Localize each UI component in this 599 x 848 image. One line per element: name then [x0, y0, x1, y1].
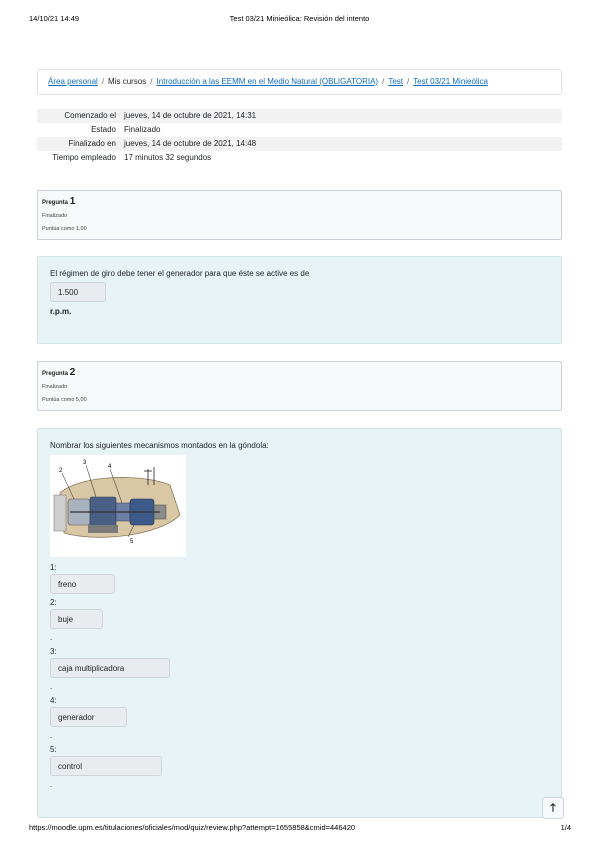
item-suffix: .: [50, 682, 53, 691]
diagram-label-4: 4: [108, 464, 112, 470]
breadcrumb-test[interactable]: Test: [388, 77, 403, 86]
item-number: 1:: [50, 563, 57, 572]
question-1-content: [37, 256, 562, 344]
list-item: [50, 647, 549, 692]
question-state: Finalizado: [42, 384, 68, 390]
question-number: Pregunta 2: [42, 367, 76, 378]
question-marks: Puntúa como 1,00: [42, 226, 87, 232]
print-title: Test 03/21 Minieólica: Revisión del intento: [229, 14, 370, 23]
page-url: https://moodle.upm.es/titulaciones/oficiales/mod/quiz/review.php?attempt=1655858&cmid=446420: [29, 823, 356, 832]
item-number: 5:: [50, 745, 57, 754]
attempt-summary-table: [37, 109, 562, 165]
answer-field: freno: [50, 574, 115, 594]
summary-row-finished: [37, 137, 562, 151]
item-number: 4:: [50, 696, 57, 705]
diagram-label-2: 2: [59, 468, 63, 474]
summary-value: 17 minutos 32 segundos: [124, 153, 212, 162]
summary-value: Finalizado: [124, 125, 161, 134]
breadcrumb-quiz[interactable]: Test 03/21 Minieólica: [413, 77, 488, 86]
summary-label: Finalizado en: [68, 139, 116, 148]
breadcrumb-my-courses: Mis cursos: [108, 77, 147, 86]
diagram-label-5: 5: [130, 539, 134, 545]
print-footer: [0, 823, 599, 833]
breadcrumb-home[interactable]: Área personal: [48, 77, 98, 86]
list-item: [50, 745, 549, 790]
list-item: [50, 696, 549, 741]
question-text: El régimen de giro debe tener el generador para que éste se active es de: [50, 269, 310, 278]
print-datetime: 14/10/21 14:49: [29, 14, 80, 23]
list-item: [50, 563, 549, 594]
breadcrumb: [37, 69, 562, 95]
nacelle-diagram-image: [50, 455, 186, 557]
breadcrumb-separator: /: [407, 77, 410, 86]
summary-label: Comenzado el: [64, 111, 116, 120]
answer-field: caja multiplicadora: [50, 658, 170, 678]
question-marks: Puntúa como 5,00: [42, 397, 87, 403]
item-suffix: .: [50, 633, 53, 642]
breadcrumb-separator: /: [101, 77, 105, 86]
summary-row-time-taken: [37, 151, 562, 165]
answer-field: 1.500: [50, 282, 106, 302]
summary-label: Estado: [91, 125, 116, 134]
scroll-to-top-button[interactable]: [542, 797, 564, 819]
nacelle-diagram-svg: [50, 455, 186, 557]
question-text: Nombrar los siguientes mecanismos montados en la góndola:: [50, 441, 269, 450]
question-1-info: [37, 190, 562, 240]
question-2-content: [37, 428, 562, 818]
item-number: 3:: [50, 647, 57, 656]
diagram-label-3: 3: [83, 460, 87, 466]
print-header: [0, 14, 599, 24]
item-suffix: .: [50, 731, 53, 740]
question-2-info: [37, 361, 562, 411]
arrow-up-icon: 🡑: [550, 801, 556, 814]
breadcrumb-course[interactable]: Introducción a las EEMM en el Medio Natural (OBLIGATORIA): [156, 77, 379, 86]
summary-label: Tiempo empleado: [52, 153, 116, 162]
question-state: Finalizado: [42, 213, 68, 219]
summary-row-state: [37, 123, 562, 137]
answer-unit: r.p.m.: [50, 307, 72, 316]
breadcrumb-separator: /: [150, 77, 153, 86]
answer-field: generador: [50, 707, 127, 727]
item-number: 2:: [50, 598, 57, 607]
answer-field: control: [50, 756, 162, 776]
list-item: [50, 598, 549, 643]
answer-field: buje: [50, 609, 103, 629]
question-number: Pregunta 1: [42, 196, 76, 207]
summary-value: jueves, 14 de octubre de 2021, 14:48: [124, 139, 257, 148]
page-number: 1/4: [560, 823, 571, 832]
item-suffix: .: [50, 780, 53, 789]
summary-value: jueves, 14 de octubre de 2021, 14:31: [124, 111, 257, 120]
breadcrumb-separator: /: [382, 77, 385, 86]
summary-row-started: [37, 109, 562, 123]
